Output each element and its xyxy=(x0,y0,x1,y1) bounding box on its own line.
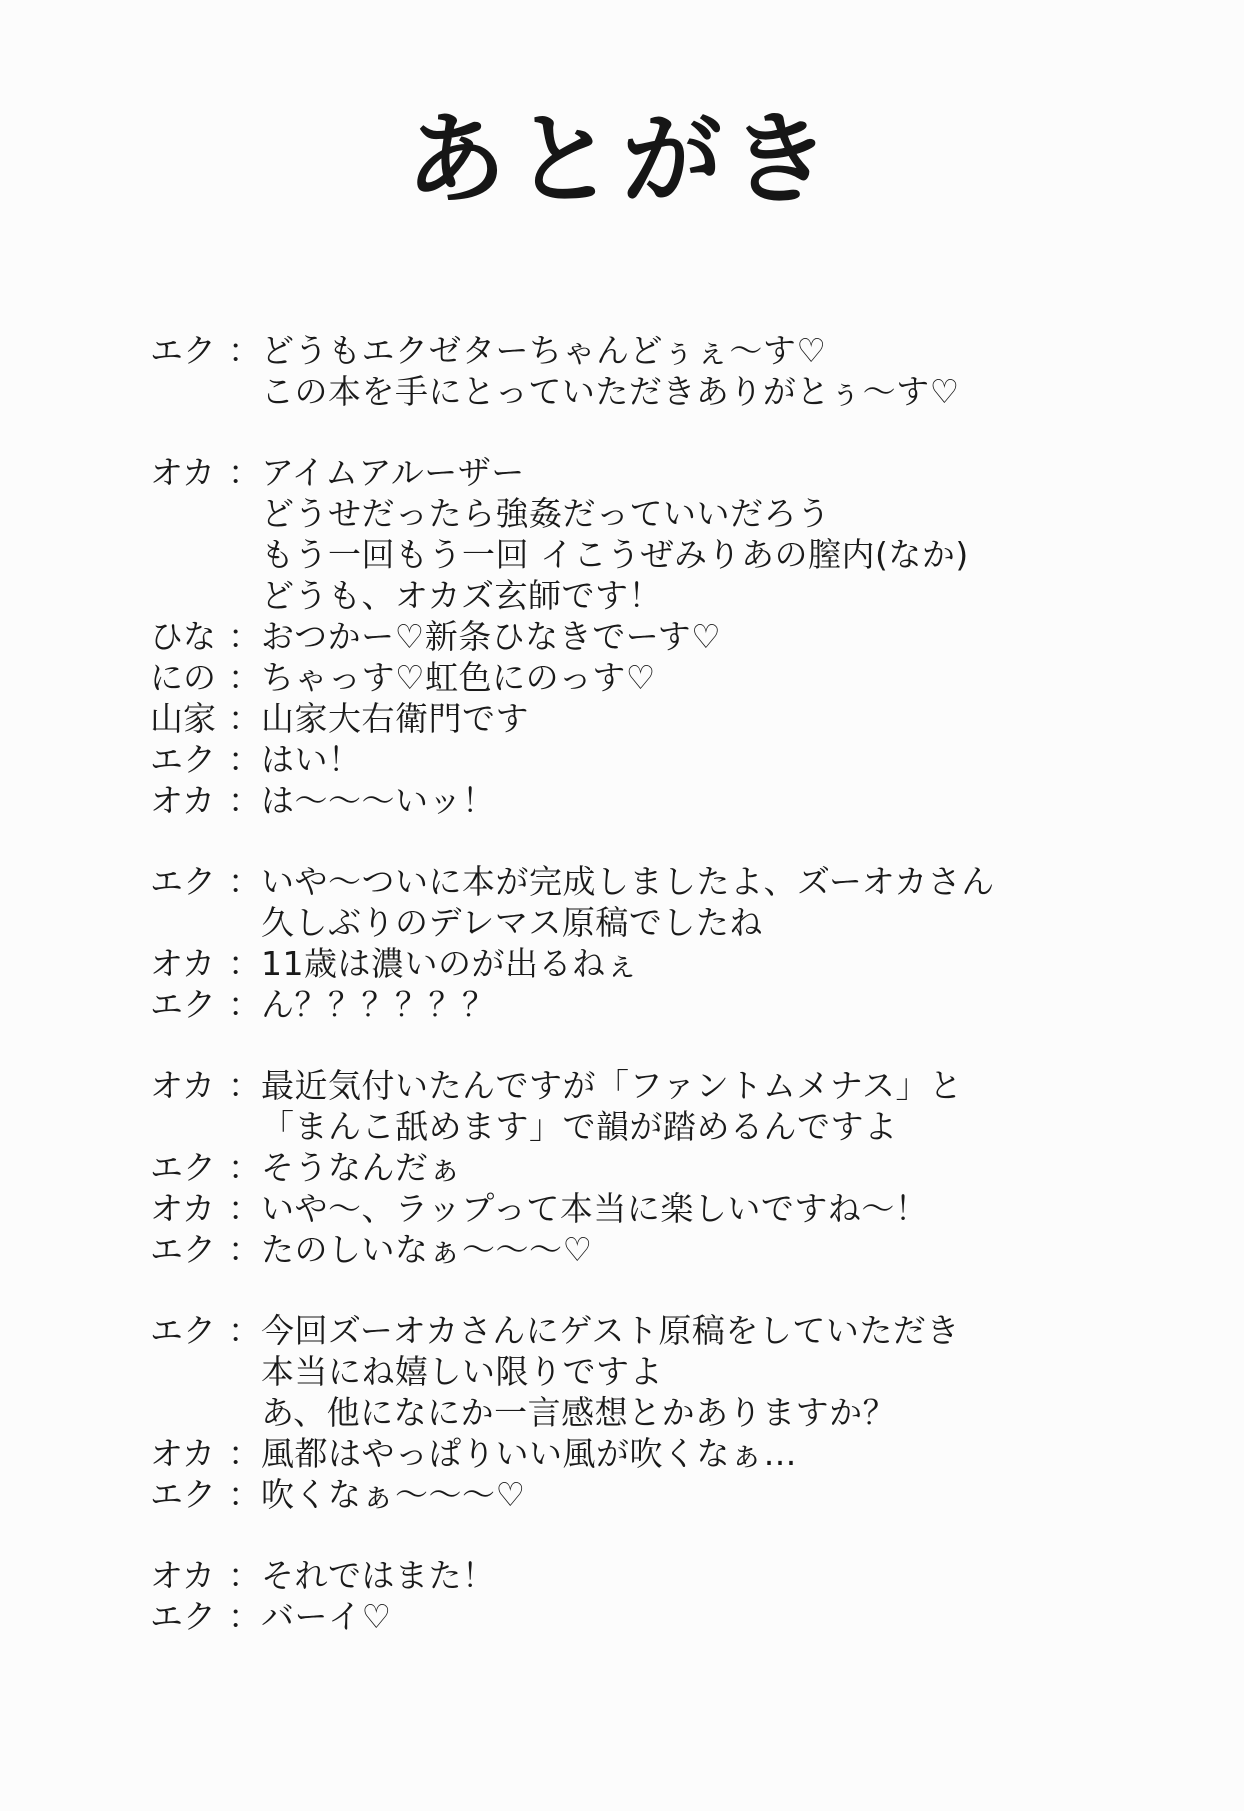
speaker-name: エク xyxy=(150,1230,216,1269)
dialogue-line xyxy=(150,452,1210,493)
speaker-name: オカ xyxy=(150,944,216,983)
speaker-name: オカ xyxy=(150,1556,216,1595)
speaker-separator: ： xyxy=(228,1597,261,1636)
dialogue-line xyxy=(150,1351,1210,1392)
speaker-separator: ： xyxy=(228,617,261,656)
speaker-name: オカ xyxy=(150,1434,216,1473)
dialogue-line xyxy=(150,1147,1210,1188)
dialogue-text: この本を手にとっていただきありがとぅ〜す♡ xyxy=(261,372,960,411)
dialogue-text: 今回ズーオカさんにゲスト原稿をしていただき xyxy=(261,1311,960,1350)
dialogue-block xyxy=(150,1555,1210,1637)
speaker-separator: ： xyxy=(228,1556,261,1595)
dialogue-line xyxy=(150,1392,1210,1433)
dialogue-line xyxy=(150,780,1210,821)
dialogue-line xyxy=(150,330,1210,371)
speaker-separator: ： xyxy=(228,862,261,901)
dialogue-text: おつかー♡新条ひなきでーす♡ xyxy=(261,617,722,656)
dialogue-text: アイムアルーザー xyxy=(261,453,525,492)
dialogue-block xyxy=(150,452,1210,821)
dialogue-line xyxy=(150,575,1210,616)
dialogue-text: は〜〜〜いッ！ xyxy=(261,781,496,820)
speaker-name: エク xyxy=(150,985,216,1024)
dialogue-block xyxy=(150,1310,1210,1515)
dialogue-line xyxy=(150,1474,1210,1515)
speaker-name: オカ xyxy=(150,781,216,820)
dialogue-text: 吹くなぁ〜〜〜♡ xyxy=(261,1475,526,1514)
dialogue-line xyxy=(150,861,1210,902)
dialogue-line xyxy=(150,984,1210,1025)
dialogue-line xyxy=(150,1555,1210,1596)
dialogue-text: バーイ♡ xyxy=(261,1597,392,1636)
speaker-name: ひな xyxy=(150,617,216,656)
dialogue-line xyxy=(150,943,1210,984)
dialogue-block xyxy=(150,1065,1210,1270)
speaker-name: エク xyxy=(150,1148,216,1187)
speaker-separator: ： xyxy=(228,1311,261,1350)
dialogue-line xyxy=(150,739,1210,780)
speaker-name: オカ xyxy=(150,1066,216,1105)
dialogue-text: どうも、オカズ玄師です！ xyxy=(261,576,663,615)
dialogue-block xyxy=(150,330,1210,412)
dialogue-line xyxy=(150,1596,1210,1637)
speaker-name: エク xyxy=(150,1597,216,1636)
speaker-separator: ： xyxy=(228,1230,261,1269)
dialogue-line xyxy=(150,1229,1210,1270)
speaker-name: エク xyxy=(150,331,216,370)
speaker-name: エク xyxy=(150,740,216,779)
speaker-name: エク xyxy=(150,862,216,901)
dialogue-text: どうもエクゼターちゃんどぅぇ〜す♡ xyxy=(261,331,827,370)
speaker-separator: ： xyxy=(228,1189,261,1228)
speaker-separator: ： xyxy=(228,453,261,492)
speaker-separator: ： xyxy=(228,1434,261,1473)
speaker-separator: ： xyxy=(228,944,261,983)
speaker-separator: ： xyxy=(228,781,261,820)
dialogue-text: あ、他になにか一言感想とかありますか？ xyxy=(261,1393,897,1432)
dialogue-text: 「まんこ舐めます」で韻が踏めるんですよ xyxy=(261,1107,898,1146)
dialogue-text: いや〜ついに本が完成しましたよ、ズーオカさん xyxy=(261,862,995,901)
speaker-name: にの xyxy=(150,658,216,697)
dialogue-line xyxy=(150,1188,1210,1229)
dialogue-line xyxy=(150,1433,1210,1474)
speaker-separator: ： xyxy=(228,1066,261,1105)
dialogue-section xyxy=(150,330,1210,1677)
speaker-separator: ： xyxy=(228,1475,261,1514)
dialogue-text: そうなんだぁ xyxy=(261,1148,462,1187)
dialogue-text: 山家大右衛門です xyxy=(261,699,529,738)
dialogue-line xyxy=(150,371,1210,412)
speaker-name: エク xyxy=(150,1311,216,1350)
speaker-separator: ： xyxy=(228,699,261,738)
speaker-separator: ： xyxy=(228,985,261,1024)
dialogue-text: 久しぶりのデレマス原稿でしたね xyxy=(261,903,763,942)
dialogue-line xyxy=(150,493,1210,534)
dialogue-text: 本当にね嬉しい限りですよ xyxy=(261,1352,663,1391)
page-title: あとがき xyxy=(406,101,838,218)
dialogue-line xyxy=(150,534,1210,575)
dialogue-text: ちゃっす♡虹色にのっす♡ xyxy=(261,658,656,697)
dialogue-text: ん？？？？？？ xyxy=(261,985,496,1024)
speaker-separator: ： xyxy=(228,658,261,697)
dialogue-text: 最近気付いたんですが「ファントムメナス」と xyxy=(261,1066,963,1105)
dialogue-text: 11歳は濃いのが出るねぇ xyxy=(261,944,639,983)
dialogue-line xyxy=(150,1310,1210,1351)
dialogue-line xyxy=(150,657,1210,698)
speaker-separator: ： xyxy=(228,1148,261,1187)
speaker-name: 山家 xyxy=(150,699,216,738)
speaker-name: オカ xyxy=(150,453,216,492)
dialogue-text: いや〜、ラップって本当に楽しいですね〜！ xyxy=(261,1189,929,1228)
dialogue-line xyxy=(150,1065,1210,1106)
speaker-separator: ： xyxy=(228,331,261,370)
dialogue-line xyxy=(150,698,1210,739)
dialogue-line xyxy=(150,1106,1210,1147)
dialogue-text: それではまた！ xyxy=(261,1556,496,1595)
dialogue-text: どうせだったら強姦だっていいだろう xyxy=(261,494,831,533)
dialogue-line xyxy=(150,902,1210,943)
dialogue-block xyxy=(150,861,1210,1025)
speaker-separator: ： xyxy=(228,740,261,779)
dialogue-text: たのしいなぁ〜〜〜♡ xyxy=(261,1230,593,1269)
dialogue-text: はい！ xyxy=(261,740,362,779)
dialogue-line xyxy=(150,616,1210,657)
speaker-name: オカ xyxy=(150,1189,216,1228)
dialogue-text: 風都はやっぱりいい風が吹くなぁ… xyxy=(261,1434,797,1473)
speaker-name: エク xyxy=(150,1475,216,1514)
dialogue-text: もう一回もう一回 イこうぜみりあの膣内(なか) xyxy=(261,535,969,574)
